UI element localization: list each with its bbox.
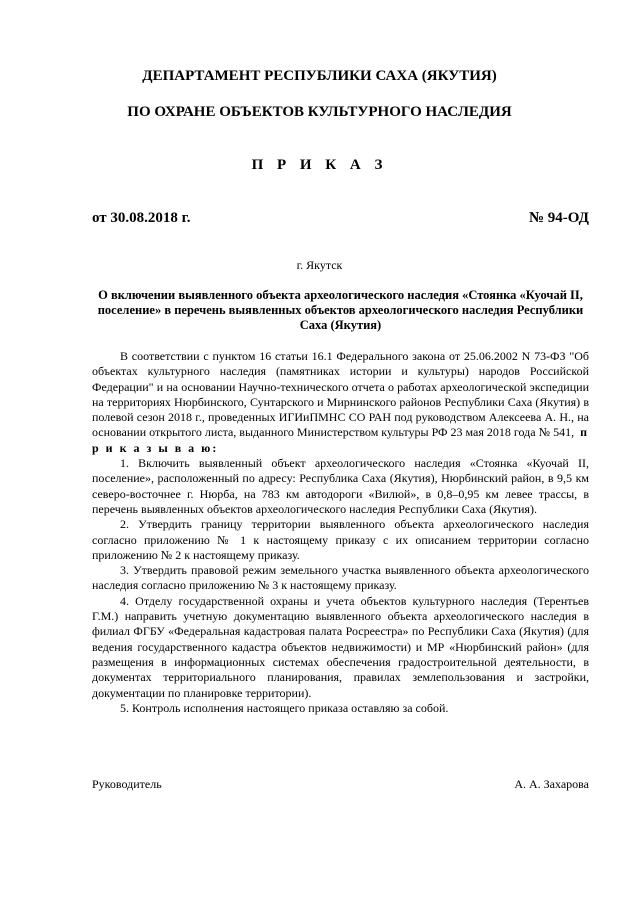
order-body bbox=[92, 349, 589, 716]
department-subtitle: ПО ОХРАНЕ ОБЪЕКТОВ КУЛЬТУРНОГО НАСЛЕДИЯ bbox=[127, 104, 512, 120]
order-item-5: 5. Контроль исполнения настоящего приказа оставляю за собой. bbox=[120, 700, 449, 715]
decree-word: п р и к а з ы в а ю: bbox=[92, 425, 590, 455]
signer-title: Руководитель bbox=[92, 777, 162, 791]
order-item-4: 4. Отделу государственной охраны и учета объектов культурного наследия (Терентьев Г.М.) направить учетную документацию выявленного объекта археологического наследия в филиал ФГБУ «Федеральная кадастровая палата Росреестра» по Республики Саха (Якутия) (для ведения государственного кадастра объектов недвижимости) и МР «Нюрбинский район» (для размещения в информационных системах обеспечения градостроительной деятельности, в документах территориального планирования, правилах землепользования и застройки, документации по планировке территории). bbox=[92, 593, 589, 700]
document-type: П Р И К А З bbox=[251, 157, 388, 173]
order-item-3: 3. Утвердить правовой режим земельного участка выявленного объекта археологического наследия согласно приложению № 3 к настоящему приказу. bbox=[92, 563, 589, 593]
intro-text: В соответствии с пунктом 16 статьи 16.1 Федерального закона от 25.06.2002 N 73-ФЗ "Об объектах культурного наследия (памятниках истории и культуры) народов Российской Федерации" и на основании Научно-технического отчета о работах археологической экспедиции на территориях Нюрбинского, Сунтарского и Мирнинского районов Республики Саха (Якутия) в полевой сезон 2018 г., проведенных ИГИиПМНС СО РАН под руководством Алексеева А. Н., на основании открытого листа, выданного Министерством культуры РФ 23 мая 2018 года № 541, bbox=[92, 349, 589, 440]
department-title: ДЕПАРТАМЕНТ РЕСПУБЛИКИ САХА (ЯКУТИЯ) bbox=[142, 68, 497, 84]
order-item-2: 2. Утвердить границу территории выявленного объекта археологического наследия согласно приложению № 1 к настоящему приказу с их описанием территории согласно приложению № 2 к настоящему приказу. bbox=[92, 517, 589, 562]
signer-name: А. А. Захарова bbox=[514, 777, 589, 791]
order-item-1: 1. Включить выявленный объект археологического наследия «Стоянка «Куочай II, поселение», расположенный по адресу: Республика Саха (Якутия), Нюрбинский район, в 9,5 км северо-восточнее г. Нюрба, на 783 км автодороги «Вилюй», в 0,8–0,95 км левее трассы, в перечень выявленных объектов археологического наследия Республики Саха (Якутия). bbox=[92, 456, 589, 516]
order-city: г. Якутск bbox=[296, 258, 343, 272]
order-date: от 30.08.2018 г. bbox=[92, 210, 191, 226]
order-intro bbox=[92, 349, 589, 456]
order-number: № 94-ОД bbox=[528, 210, 589, 226]
order-subject: О включении выявленного объекта археологического наследия «Стоянка «Куочай II, поселение» в перечень выявленных объектов археологического наследия Республики Саха (Якутия) bbox=[97, 288, 584, 332]
